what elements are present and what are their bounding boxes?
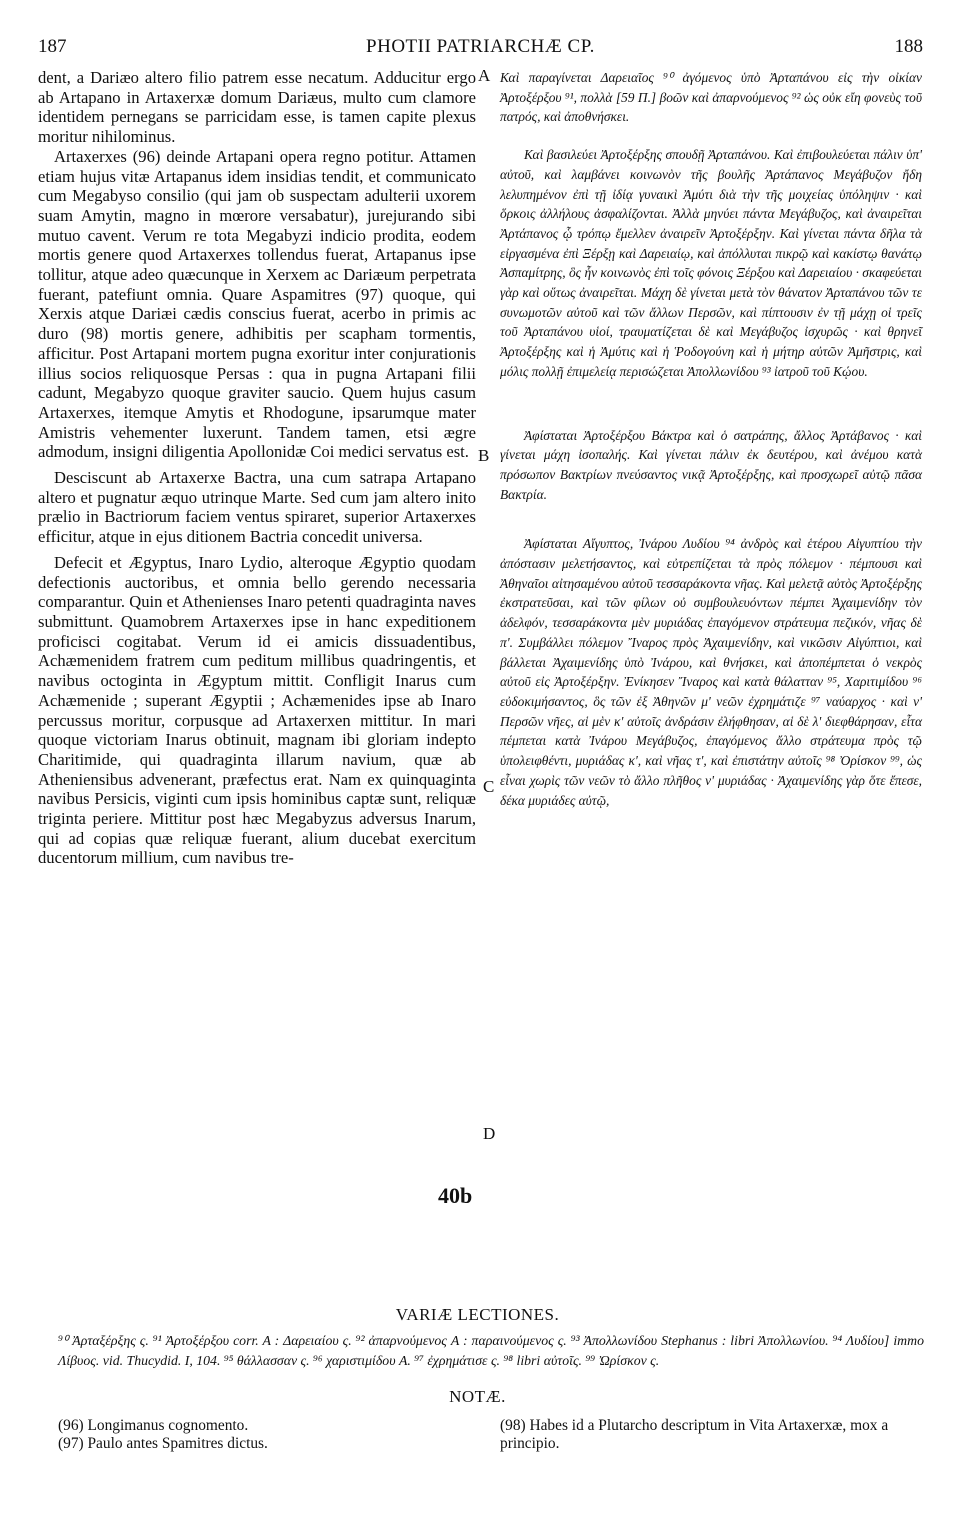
- margin-letter-a: A: [478, 66, 491, 85]
- note-98: (98) Habes id a Plutarcho descriptum in Vita Artaxerxæ, mox a principio.: [500, 1417, 889, 1452]
- greek-paragraph-4: Ἀφίσταται Αἴγυπτος, Ἰνάρου Λυδίου ⁹⁴ ἀνδρὸς καὶ ἑτέρου Αἰγυπτίου τὴν ἀπόστασιν μελετήσαντος, καὶ εὐτρεπίζεται τὰ πρὸς πόλεμον · πέμπουσι καὶ Ἀθηναῖοι αἰτησαμένου αὐτοῦ τεσσαράκοντα νῆας. Καὶ μελετᾷ αὐτὸς Ἀρτοξέρξης ἐκστρατεῦσαι, καὶ τῶν φίλων οὐ συμβουλευόντων πέμπει Ἀχαιμενίδην τὸν ἀδελφόν, τεσσαράκοντα μὲν μυριάδας ἐπαγόμενον στράτευμα πεζικόν, νῆας δὲ π'. Συμβάλλει πόλεμον Ἴναρος πρὸς Ἀχαιμενίδην, καὶ νικῶσιν Αἰγύπτιοι, καὶ βάλλεται Ἀχαιμενίδης ὑπὸ Ἰνάρου, καὶ θνήσκει, καὶ ἀποπέμπεται ὁ νεκρὸς αὐτοῦ εἰς Ἀρτοξέρξην. Ἐνίκησεν Ἴναρος καὶ κατὰ θάλατταν ⁹⁵, Χαριτιμίδου ⁹⁶ εὐδοκιμήσαντος, ὃς τῶν ἐξ Ἀθηνῶν μ' νεῶν ἐχρημάτιζε ⁹⁷ ναύαρχος · καὶ ν' Περσῶν νῆες, αἱ μὲν κ' αὐτοῖς ἀνδράσιν ἐλήφθησαν, αἱ δὲ λ' διεφθάρησαν, εἶτα πέμπεται κατὰ Ἰνάρου Μεγάβυζος, ἐπαγόμενος ἄλλο στράτευμα πρὸς τῷ ὑπολειφθέντι, μυριάδας κ', καὶ νῆας τ', καὶ ἐπιστάτην αὐτοῖς ⁹⁸ Ὀρίσκον ⁹⁹, ὡς εἶναι χωρὶς τῶν νεῶν τὸ ἄλλο πλῆθος ν' μυριάδας · Ἀχαιμενίδης γὰρ ὅτε ἔπεσε, δέκα μυριάδες αὐτῷ,: [500, 536, 922, 808]
- greek-column: [500, 68, 922, 810]
- margin-letter-c: C: [483, 777, 495, 796]
- note-96: (96) Longimanus cognomento.: [58, 1417, 249, 1434]
- variae-lectiones-text: ⁹⁰ Ἀρταξέρξης ς. ⁹¹ Ἀρτοξέρξου corr. A : Δαρειαίου ς. ⁹² ἀπαρνούμενος A : παραινούμενος ς. ⁹³ Ἀπολλωνίδου Stephanus : libri Ἀπολλωνίου. ⁹⁴ Λυδίου] immo Λίβυος. vid. Thucydid. I, 104. ⁹⁵ θάλλασσαν ς. ⁹⁶ χαριστιμίδου A. ⁹⁷ ἐχρημάτισε ς. ⁹⁸ libri αὐτοῖς. ⁹⁹ Ὠρίσκον ς.: [58, 1333, 924, 1368]
- latin-paragraph-1: dent, a Dariæo altero filio patrem esse necatum. Adducitur ergo ab Artapano in Artaxerxæ domum Dariæus, multo cum clamore identidem pernegans se parricidam esse, is tamen capite plexus moritur nihilominus.: [38, 68, 476, 147]
- latin-paragraph-4: Defecit et Ægyptus, Inaro Lydio, alteroque Ægyptio quodam defectionis auctoribus, et omnia bello gerendo necessaria comparantur. Quin et Athenienses Inaro petenti quadraginta naves submittunt. Quamobrem Artaxerxes ipse in hanc expeditionem proficisci cogitabat. Verum id ei amicis dissuadentibus, Achæmenidem fratrem cum peditum millibus quadringentis, et navibus octoginta in Ægyptum mittit. Confligit Inarus cum Achæmenide ; superant Ægyptii ; Achæmenides ipse ab Inaro percussus moritur, corpusque ad Artaxerxen mittitur. In mari quoque victoriam Inarus obtinuit, magnam ibi gloriam indepto Charitimide, qui quadraginta illarum navium, quæ ab Atheniensibus advenerant, præfectus erat. Nam ex quinquaginta navibus Persicis, viginti cum ipsis hominibus captæ sunt, reliquæ triginta periere. Mittitur post hæc Megabyzus adversus Inarum, qui ad copias quæ reliquæ fuerant, alium ducebat exercitum ducentorum millium, cum navibus tre-: [38, 552, 476, 868]
- greek-paragraph-1: Καὶ παραγίνεται Δαρειαῖος ⁹⁰ ἀγόμενος ὑπὸ Ἀρταπάνου εἰς τὴν οἰκίαν Ἀρτοξέρξου ⁹¹, πολλὰ [59 Π.] βοῶν καὶ ἀπαρνούμενος ⁹² ὡς οὐκ εἴη φονεὺς τοῦ πατρός, καὶ ἀποθνήσκει.: [500, 70, 922, 125]
- margin-letter-d: D: [483, 1124, 496, 1143]
- page-mark: 40b: [438, 1183, 473, 1208]
- page-number-right: 188: [894, 36, 923, 57]
- page-number-left: 187: [38, 36, 67, 57]
- margin-letter-b: B: [478, 446, 490, 465]
- latin-paragraph-2: Artaxerxes (96) deinde Artapani opera regno potitur. Attamen etiam hujus vitæ Artapanus idem insidias tendit, et communicato cum Megabyso consilio (qui jam ob suspectam adulterii uxorem suam Amytin, magno in mœrore versabatur), jurejurando sibi mutuo cavent. Verum re tota Megabyzi indicio prodita, eodem mortis genere quod Artaxerxes tollendus fuerat, Artapanus ipse tollitur, atque adeo quæcunque in Xerxem ac Dariæum perpetrata fuerant, patefiunt omnia. Quare Aspamitres (97) quoque, qui Xerxis atque Dariæi cædis conscius fuerat, acerbo in primis ac duro (98) mortis genere, adhibitis per scapham tormentis, afficitur. Post Artapani mortem pugna exoritur inter conjurationis illius socios reliquosque Persas : qua in pugna Artapani filii cadunt, Megabyzo quoque graviter saucio. Quem hujus casum Artaxerxes, itemque Amytis et Rhodogune, ipsarumque mater Amistris vehementer luxerunt. Tandem tamen, etsi ægre admodum, insigni diligentia Apollonidæ Coi medici servatus est.: [38, 146, 476, 462]
- notae-title: NOTÆ.: [449, 1387, 506, 1406]
- variae-lectiones-title: VARIÆ LECTIONES.: [395, 1305, 560, 1324]
- latin-paragraph-3: Desciscunt ab Artaxerxe Bactra, una cum satrapa Artapano altero et pugnatur æquo utrinque Marte. Sed cum jam altero inito prælio in Bactriorum faciem ventus spiraret, superior Artaxerxes efficitur, atque in ejus ditionem Bactria concedit universa.: [38, 468, 476, 547]
- running-header: [38, 36, 923, 60]
- notes-left: [58, 1417, 478, 1453]
- greek-paragraph-3: Ἀφίσταται Ἀρτοξέρξου Βάκτρα καὶ ὁ σατράπης, ἄλλος Ἀρτάβανος · καὶ γίνεται μάχη ἰσοπαλής. Καὶ γίνεται πάλιν ἐκ δευτέρου, καὶ ἀνέμου κατὰ πρόσωπον Βακτρίων πνεύσαντος νικᾷ Ἀρτοξέρξης, καὶ προσχωρεῖ αὐτῷ πᾶσα Βακτρία.: [500, 427, 922, 502]
- notes-right: [500, 1417, 924, 1453]
- running-title: PHOTII PATRIARCHÆ CP.: [366, 36, 595, 57]
- note-97: (97) Paulo antes Spamitres dictus.: [58, 1435, 268, 1452]
- greek-paragraph-2: Καὶ βασιλεύει Ἀρτοξέρξης σπουδῇ Ἀρταπάνου. Καὶ ἐπιβουλεύεται πάλιν ὑπ' αὐτοῦ, καὶ λαμβάνει κοινωνὸν τῆς βουλῆς Ἀρτάπανος Μεγάβυζον ἤδη λελυπημένον ἐπὶ τῇ ἰδίᾳ γυναικὶ Ἀμύτι διὰ τὴν τῆς μοιχείας ὑπόληψιν · καὶ ὅρκοις ἀλλήλους ἀσφαλίζονται. Ἀλλὰ μηνύει πάντα Μεγάβυζος, καὶ ἀναιρεῖται Ἀρτάπανος ᾧ τρόπῳ ἔμελλεν ἀναιρεῖν Ἀρτοξέρξην. Καὶ γίνεται πάντα δῆλα τὰ εἰργασμένα ἐπὶ Ξέρξῃ καὶ Δαρειαίῳ, καὶ ἀπόλλυται πικρῷ καὶ κακίστῳ θανάτῳ Ἀσπαμίτρης, ὃς ἦν κοινωνὸς ἐπὶ τοῖς φόνοις Ξέρξου καὶ Δαρειαίου · σκαφεύεται γὰρ καὶ οὕτως ἀναιρεῖται. Μάχη δὲ γίνεται μετὰ τὸν θάνατον Ἀρταπάνου τῶν τε συνωμοτῶν αὐτοῦ καὶ τῶν ἄλλων Περσῶν, καὶ πίπτουσιν ἐν τῇ μάχῃ οἱ τρεῖς τοῦ Ἀρταπάνου υἱοί, τραυματίζεται δὲ καὶ Μεγάβυζος ἰσχυρῶς · καὶ θρηνεῖ Ἀρτοξέρξης καὶ ἡ Ἀμύτις καὶ ἡ Ῥοδογούνη καὶ ἡ μήτηρ αὐτῶν Ἀμῆστρις, καὶ μόλις πολλῇ ἐπιμελείᾳ περισώζεται Ἀπολλωνίδου ⁹³ ἰατροῦ τοῦ Κῴου.: [500, 147, 922, 379]
- latin-column: [38, 68, 476, 868]
